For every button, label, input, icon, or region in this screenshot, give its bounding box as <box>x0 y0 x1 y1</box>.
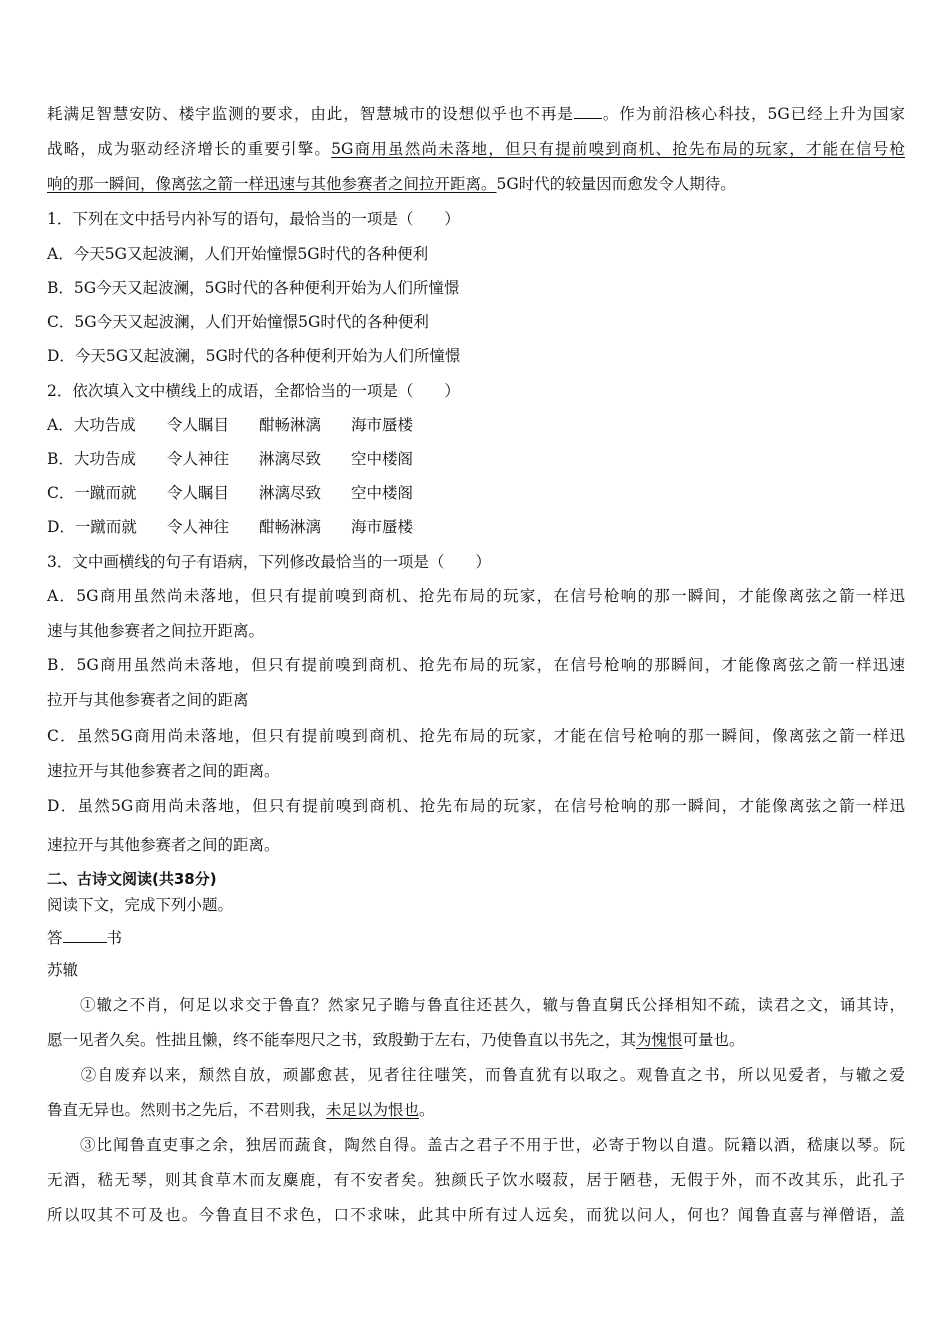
answer-option: D．今天5G又起波澜，5G时代的各种便利开始为人们所憧憬 <box>47 347 461 365</box>
passage-line <box>47 138 905 160</box>
text-segment: 。 <box>419 1101 435 1119</box>
question-stem: 2．依次填入文中横线上的成语，全都恰当的一项是（ ） <box>47 382 460 400</box>
text-segment: 鲁直无异也。然则书之先后，不君则我， <box>47 1101 327 1119</box>
paragraph-line <box>47 1099 905 1121</box>
title-suffix: 书 <box>106 929 123 947</box>
answer-option-line: 速与其他参赛者之间拉开距离。 <box>47 622 265 640</box>
text-segment: 。作为前沿核心科技，5G已经上升为国家 <box>601 105 905 123</box>
idiom: 空中楼阁 <box>351 484 414 502</box>
text-segment: 可量也。 <box>682 1031 745 1049</box>
idiom: 淋漓尽致 <box>259 450 322 468</box>
instruction: 阅读下文，完成下列小题。 <box>47 896 234 914</box>
idiom: 令人瞩目 <box>167 484 230 502</box>
answer-option <box>47 516 905 538</box>
answer-option: C．5G今天又起波澜，人们开始憧憬5G时代的各种便利 <box>47 313 429 331</box>
text-segment: 愿一见者久矣。性拙且懒，终不能奉咫尺之书，致殷勤于左右，乃使鲁直以书先之，其 <box>47 1031 637 1049</box>
answer-option-line: A．5G商用虽然尚未落地，但只有提前嗅到商机、抢先布局的玩家，在信号枪响的那一瞬间，才能像离弦之箭一样迅 <box>47 587 905 605</box>
answer-option <box>47 448 905 470</box>
underlined-text: 5G商用虽然尚未落地，但只有提前嗅到商机、抢先布局的玩家，才能在信号枪 <box>331 140 905 158</box>
idiom: 淋漓尽致 <box>259 484 322 502</box>
section-heading: 二、古诗文阅读(共38分) <box>47 870 217 888</box>
text-segment: 所以叹其不可及也。今鲁直目不求色，口不求味，此其中所有过人远矣，而犹以问人，何也？闻鲁直喜与禅僧语，盖 <box>47 1206 905 1224</box>
idiom: B．大功告成 <box>47 450 136 468</box>
text-segment: ③比闻鲁直吏事之余，独居而蔬食，陶然自得。盖古之君子不用于世，必寄于物以自遣。阮籍以酒，嵇康以琴。阮 <box>47 1136 905 1154</box>
paragraph-line <box>47 1204 905 1226</box>
answer-option-line: 拉开与其他参赛者之间的距离 <box>47 691 249 709</box>
paragraph-line <box>47 1029 905 1051</box>
question-stem: 1．下列在文中括号内补写的语句，最恰当的一项是（ ） <box>47 210 460 228</box>
idiom: A．大功告成 <box>47 416 136 434</box>
idiom: 令人神往 <box>167 450 230 468</box>
question-stem: 3．文中画横线的句子有语病，下列修改最恰当的一项是（ ） <box>47 553 491 571</box>
answer-option <box>47 414 905 436</box>
title-prefix: 答 <box>47 929 63 947</box>
title-blank <box>63 928 107 943</box>
idiom: C．一蹴而就 <box>47 484 137 502</box>
answer-option-line: B．5G商用虽然尚未落地，但只有提前嗅到商机、抢先布局的玩家，在信号枪响的那瞬间，才能像离弦之箭一样迅速 <box>47 656 905 674</box>
text-segment: 耗满足智慧安防、楼宇监测的要求，由此，智慧城市的设想似乎也不再是 <box>47 105 574 123</box>
underlined-text: 未足以为恨也 <box>326 1101 420 1119</box>
paragraph-line <box>47 1169 905 1191</box>
author: 苏辙 <box>47 961 79 979</box>
text-segment: 无酒，嵇无琴，则其食草木而友麋鹿，有不安者矣。独颜氏子饮水啜菽，居于陋巷，无假于外，而不改其乐，此孔子 <box>47 1171 905 1189</box>
passage-line <box>47 173 905 195</box>
paragraph-line <box>47 1064 905 1086</box>
underlined-text: 为愧恨 <box>636 1031 683 1049</box>
idiom: 令人神往 <box>167 518 230 536</box>
answer-option-line: D．虽然5G商用尚未落地，但只有提前嗅到商机、抢先布局的玩家，在信号枪响的那一瞬间，才能像离弦之箭一样迅 <box>47 797 905 815</box>
idiom: 空中楼阁 <box>351 450 414 468</box>
text-title <box>47 927 905 949</box>
text-segment: ①辙之不肖，何足以求交于鲁直？然家兄子瞻与鲁直往还甚久，辙与鲁直舅氏公择相知不疏，读君之文，诵其诗， <box>47 996 905 1014</box>
answer-option-line: C．虽然5G商用尚未落地，但只有提前嗅到商机、抢先布局的玩家，才能在信号枪响的那一瞬间，像离弦之箭一样迅 <box>47 727 905 745</box>
text-segment: 5G时代的较量因而愈发令人期待。 <box>496 175 736 193</box>
underlined-text: 响的那一瞬间，像离弦之箭一样迅速与其他参赛者之间拉开距离。 <box>47 175 497 193</box>
text-segment: ②自废弃以来，颓然自放，顽鄙愈甚，见者往往嗤笑，而鲁直犹有以取之。观鲁直之书，所以见爱者，与辙之爱 <box>47 1066 905 1084</box>
passage-line <box>47 103 905 125</box>
answer-option: B．5G今天又起波澜，5G时代的各种便利开始为人们所憧憬 <box>47 279 460 297</box>
answer-option-line: 速拉开与其他参赛者之间的距离。 <box>47 762 280 780</box>
idiom: 酣畅淋漓 <box>259 416 322 434</box>
idiom: 海市蜃楼 <box>351 518 414 536</box>
fill-blank <box>574 104 602 119</box>
idiom: 酣畅淋漓 <box>259 518 322 536</box>
idiom: D．一蹴而就 <box>47 518 137 536</box>
answer-option <box>47 482 905 504</box>
idiom: 海市蜃楼 <box>351 416 414 434</box>
text-segment: 战略，成为驱动经济增长的重要引擎。 <box>47 140 332 158</box>
answer-option: A．今天5G又起波澜，人们开始憧憬5G时代的各种便利 <box>47 245 429 263</box>
paragraph-line <box>47 1134 905 1156</box>
answer-option-line: 速拉开与其他参赛者之间的距离。 <box>47 836 280 854</box>
idiom: 令人瞩目 <box>167 416 230 434</box>
paragraph-line <box>47 994 905 1016</box>
